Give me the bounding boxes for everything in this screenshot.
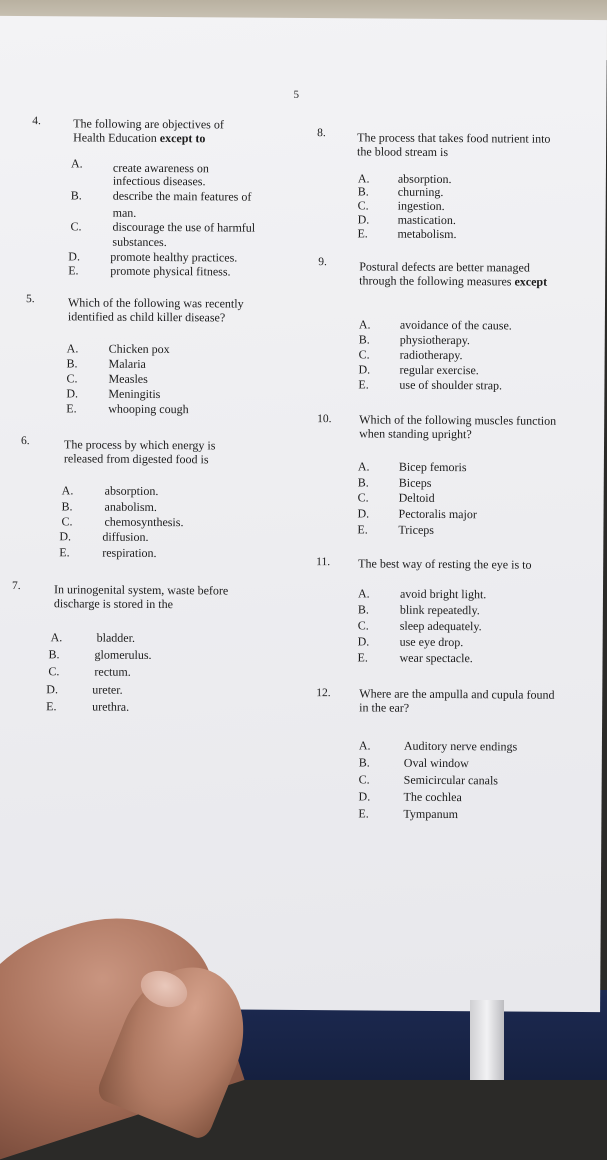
question-number: 12. (316, 687, 331, 700)
option-letter: D. (46, 682, 59, 697)
option-text: Biceps (398, 475, 432, 490)
question-text (54, 582, 274, 612)
option-letter: E. (68, 263, 79, 278)
option-text: urethra. (92, 699, 130, 714)
option-text: use of shoulder strap. (399, 377, 503, 393)
question-stem: The following are objectives of Health Education (73, 116, 224, 145)
option-text: Measles (108, 371, 148, 386)
option-text: avoid bright light. (399, 586, 487, 602)
question-text (64, 437, 254, 466)
option-text: substances. (112, 234, 167, 250)
option-letter: C. (358, 772, 370, 787)
question-number: 8. (317, 127, 326, 140)
question-stem: The process that takes food nutrient into the blood stream is (357, 130, 551, 160)
question-text (359, 686, 559, 715)
option-text: glomerulus. (94, 647, 152, 662)
option-letter: E. (46, 699, 57, 714)
binder-strap (470, 1000, 504, 1080)
option-text: absorption. (104, 483, 159, 498)
option-letter: D. (357, 634, 370, 649)
option-text: The cochlea (403, 789, 462, 805)
option-text: infectious diseases. (112, 173, 206, 189)
option-text: discourage the use of harmful (112, 219, 256, 235)
option-letter: E. (357, 522, 368, 537)
option-text: Bicep femoris (398, 459, 467, 475)
option-text: radiotherapy. (399, 347, 463, 363)
option-text: regular exercise. (399, 362, 479, 378)
option-text: Pectoralis major (398, 506, 477, 522)
option-text: whooping cough (108, 401, 189, 417)
option-text: physiotherapy. (399, 332, 471, 348)
option-letter: A. (357, 586, 370, 601)
question-text (358, 556, 578, 572)
option-text: respiration. (102, 545, 157, 560)
option-letter: B. (48, 647, 60, 662)
option-text: Malaria (108, 356, 146, 371)
question-stem: The best way of resting the eye is to (358, 556, 532, 572)
option-text: Chicken pox (108, 341, 170, 357)
option-letter: C. (70, 219, 82, 234)
option-letter: D. (59, 529, 72, 544)
option-letter: C. (357, 490, 369, 505)
option-letter: A. (66, 341, 79, 356)
option-letter: A. (50, 630, 63, 645)
option-letter: B. (357, 602, 369, 617)
question-text (68, 295, 283, 325)
question-stem: Where are the ampulla and cupula found in the ear? (359, 686, 555, 715)
question-emphasis: except to (159, 130, 206, 146)
option-text: wear spectacle. (399, 650, 473, 666)
question-stem: Which of the following was recently identified as child killer disease? (67, 295, 244, 325)
option-letter: D. (358, 789, 371, 804)
option-letter: A. (70, 156, 83, 171)
option-letter: C. (357, 618, 369, 633)
option-letter: A. (357, 171, 370, 186)
option-text: diffusion. (102, 529, 149, 544)
question-stem: Which of the following muscles function when standing upright? (359, 412, 557, 442)
option-letter: B. (358, 332, 370, 347)
option-text: Triceps (398, 522, 435, 537)
option-letter: E. (358, 377, 369, 392)
option-text: Semicircular canals (403, 772, 499, 788)
option-letter: B. (66, 356, 78, 371)
option-letter: C. (66, 371, 78, 386)
option-letter: D. (357, 506, 370, 521)
option-text: Oval window (403, 755, 469, 771)
question-text (359, 412, 559, 441)
question-stem: In urinogenital system, waste before discharge is stored in the (53, 582, 229, 612)
exam-page (0, 16, 607, 1012)
option-text: ureter. (92, 682, 123, 697)
option-text: mastication. (397, 212, 456, 228)
question-text (73, 116, 253, 145)
question-stem: The process by which energy is released from digested food is (63, 437, 216, 467)
option-text: metabolism. (397, 226, 457, 242)
option-letter: D. (357, 212, 370, 227)
option-text: absorption. (397, 171, 452, 187)
option-text: avoidance of the cause. (399, 317, 512, 333)
option-letter: B. (357, 475, 369, 490)
option-letter: C. (358, 347, 370, 362)
question-number: 4. (32, 115, 41, 128)
option-text: bladder. (96, 630, 136, 645)
question-number: 7. (11, 579, 21, 593)
option-text: anabolism. (104, 499, 157, 514)
question-number: 5. (25, 293, 35, 306)
option-letter: B. (357, 184, 369, 199)
option-letter: E. (66, 401, 77, 416)
page-number: 5 (293, 88, 300, 101)
option-letter: B. (358, 755, 370, 770)
option-letter: E. (357, 226, 368, 241)
option-text: Auditory nerve endings (403, 738, 518, 754)
option-letter: A. (358, 738, 371, 753)
question-text (359, 259, 564, 288)
question-number: 6. (20, 435, 30, 448)
option-text: blink repeatedly. (399, 602, 480, 618)
question-stem: Postural defects are better managed through the following measures (359, 259, 530, 289)
option-text: ingestion. (397, 198, 445, 213)
option-letter: E. (357, 650, 368, 665)
option-text: sleep adequately. (399, 618, 482, 634)
question-number: 9. (318, 256, 327, 269)
option-text: Deltoid (398, 490, 435, 505)
question-emphasis: except (514, 274, 548, 289)
option-text: chemosynthesis. (104, 514, 184, 530)
question-text (357, 130, 557, 159)
option-text: describe the main features of (112, 188, 252, 204)
option-text: churning. (397, 184, 444, 199)
option-text: Meningitis (108, 386, 161, 402)
option-text: man. (112, 205, 137, 220)
option-letter: E. (59, 545, 70, 560)
option-text: promote healthy practices. (110, 249, 238, 265)
question-number: 10. (317, 413, 332, 426)
option-letter: D. (358, 362, 371, 377)
option-text: create awareness on (112, 160, 209, 176)
question-number: 11. (316, 556, 331, 569)
option-letter: C. (48, 664, 60, 679)
option-text: promote physical fitness. (110, 263, 231, 279)
option-letter: A. (61, 483, 74, 498)
option-letter: A. (357, 459, 370, 474)
option-text: use eye drop. (399, 634, 464, 650)
option-letter: E. (358, 806, 369, 821)
option-letter: B. (61, 499, 73, 514)
option-text: Tympanum (403, 806, 458, 822)
option-letter: B. (70, 188, 82, 203)
option-letter: D. (68, 249, 81, 264)
option-text: rectum. (94, 664, 131, 679)
option-letter: D. (66, 386, 79, 401)
option-letter: C. (357, 198, 369, 213)
option-letter: C. (61, 514, 73, 529)
option-letter: A. (358, 317, 371, 332)
